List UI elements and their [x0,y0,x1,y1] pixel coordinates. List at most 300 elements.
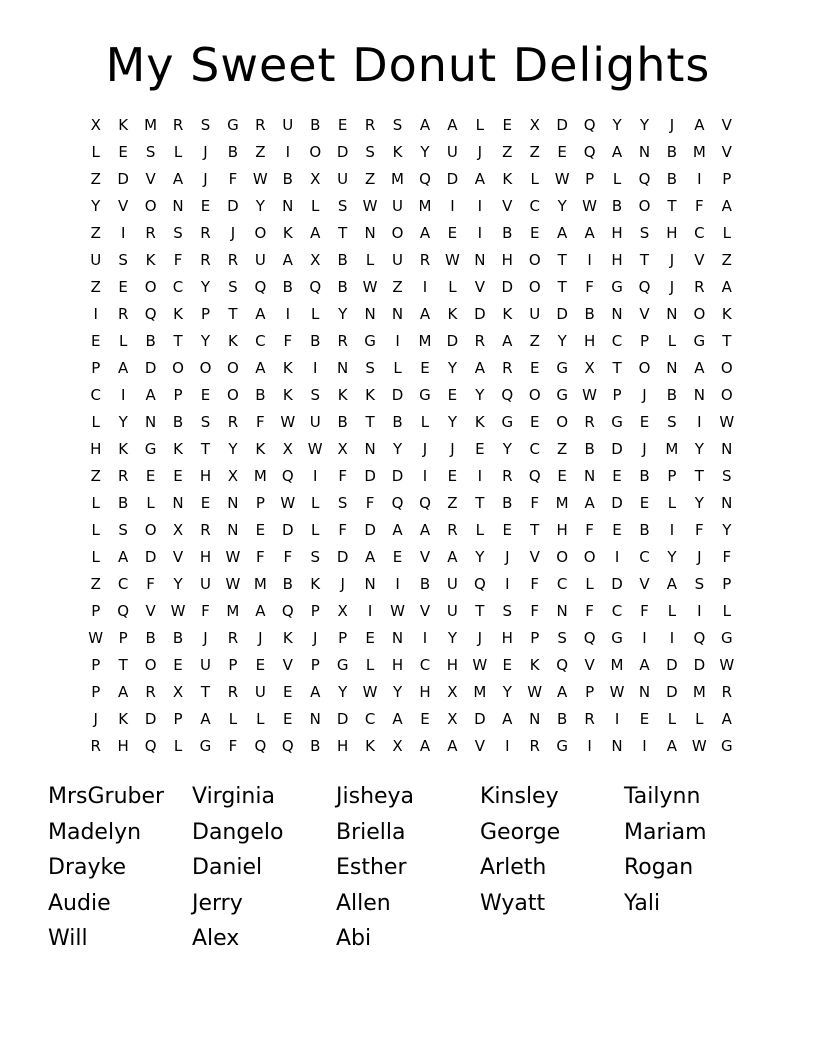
grid-letter: D [446,170,459,188]
grid-letter: V [721,143,732,161]
grid-letter: G [501,413,514,431]
grid-letter: A [310,683,321,701]
word-list-item: Madelyn [48,819,142,845]
grid-letter: W [719,656,735,674]
grid-letter: K [255,440,266,458]
grid-letter: F [722,548,732,566]
grid-letter: X [282,440,293,458]
grid-letter: Y [447,359,457,377]
grid-letter: J [203,170,208,188]
grid-letter: S [118,521,128,539]
grid-letter: Z [392,278,403,296]
word-list-item: Will [48,926,88,952]
grid-letter: U [529,305,541,323]
grid-letter: L [118,332,128,350]
grid-letter: G [227,116,239,134]
grid-letter: R [117,467,129,485]
grid-letter: N [391,305,404,323]
grid-letter: B [639,467,650,485]
grid-letter: E [502,521,513,539]
grid-row [82,733,742,760]
grid-letter: C [90,386,101,404]
grid-letter: R [227,683,239,701]
grid-letter: N [611,737,623,755]
grid-letter: D [666,656,678,674]
grid-letter: Z [90,170,101,188]
grid-letter: W [719,413,735,431]
grid-letter: S [337,494,348,512]
grid-letter: I [477,467,483,485]
grid-letter: Q [556,656,569,674]
grid-letter: N [282,197,294,215]
grid-letter: E [447,224,458,242]
grid-letter: A [282,251,293,269]
grid-letter: Y [338,305,348,323]
grid-letter: B [666,386,678,404]
word-list-item: Alex [192,926,240,952]
grid-letter: O [227,359,239,377]
grid-letter: D [391,386,404,404]
grid-letter: L [420,413,430,431]
grid-letter: U [446,602,458,620]
grid-letter: L [91,494,100,512]
grid-letter: P [585,170,595,188]
grid-letter: U [309,413,321,431]
grid-letter: H [199,467,212,485]
grid-letter: E [447,386,458,404]
grid-letter: L [667,332,677,350]
grid-letter: K [502,170,513,188]
grid-letter: B [337,413,348,431]
grid-letter: M [418,332,432,350]
grid-letter: N [337,359,349,377]
grid-letter: B [310,332,321,350]
grid-letter: Y [694,494,704,512]
grid-letter: I [395,575,400,593]
grid-letter: J [505,548,510,566]
grid-letter: E [392,548,403,566]
grid-letter: O [144,521,157,539]
grid-letter: P [91,656,101,674]
grid-letter: O [583,548,596,566]
grid-letter: J [93,710,98,728]
grid-letter: O [199,359,212,377]
grid-letter: R [117,305,129,323]
grid-letter: B [255,386,266,404]
grid-row [82,355,742,382]
grid-letter: K [118,116,129,134]
grid-letter: S [392,116,403,134]
grid-letter: I [614,548,620,566]
grid-letter: N [227,494,239,512]
grid-letter: B [502,224,513,242]
grid-letter: X [447,710,458,728]
grid-letter: A [419,305,431,323]
word-list-item: MrsGruber [48,784,165,810]
grid-letter: O [144,656,157,674]
grid-letter: C [172,278,184,296]
grid-letter: F [256,413,265,431]
grid-row [82,274,742,301]
grid-letter: P [200,305,210,323]
grid-letter: F [365,494,375,512]
grid-letter: L [146,494,155,512]
grid-letter: O [144,278,157,296]
grid-letter: D [336,143,349,161]
grid-letter: J [258,629,263,647]
grid-letter: Q [254,278,267,296]
grid-letter: A [474,359,485,377]
grid-letter: K [173,305,183,323]
grid-letter: V [502,197,513,215]
grid-letter: X [90,116,101,134]
grid-letter: N [364,440,376,458]
grid-letter: Y [475,548,485,566]
grid-letter: L [722,224,731,242]
word-list-item: Audie [48,890,111,916]
grid-letter: Z [529,332,540,350]
grid-row [82,679,742,706]
grid-letter: K [474,413,485,431]
grid-letter: R [584,710,595,728]
grid-letter: J [450,440,455,458]
grid-letter: A [255,305,266,323]
grid-letter: E [475,440,485,458]
grid-letter: L [228,710,238,728]
grid-letter: Z [90,575,101,593]
grid-letter: I [477,197,483,215]
grid-letter: X [392,737,403,755]
grid-letter: I [669,629,675,647]
grid-letter: U [446,575,458,593]
grid-letter: E [173,656,183,674]
grid-letter: I [422,278,428,296]
grid-letter: S [722,467,732,485]
grid-letter: G [199,737,212,755]
grid-letter: Q [144,305,157,323]
grid-letter: A [474,170,485,188]
grid-letter: L [475,521,485,539]
grid-letter: F [283,548,293,566]
grid-letter: E [612,467,622,485]
grid-letter: T [118,656,128,674]
grid-letter: Q [583,629,596,647]
grid-letter: V [639,575,650,593]
grid-letter: Z [90,224,101,242]
grid-letter: O [638,359,651,377]
grid-letter: J [669,251,675,269]
grid-letter: I [642,737,647,755]
grid-letter: J [477,143,483,161]
grid-letter: C [529,197,540,215]
grid-letter: N [583,467,596,485]
grid-letter: U [254,251,266,269]
grid-row [82,625,742,652]
grid-letter: R [364,116,376,134]
word-list-item: George [480,819,561,845]
grid-letter: P [91,359,101,377]
grid-letter: Y [612,116,622,134]
grid-row [82,328,742,355]
grid-letter: Q [281,467,294,485]
grid-letter: P [585,683,595,701]
grid-letter: R [337,332,348,350]
grid-letter: Q [638,170,651,188]
grid-letter: Y [557,197,567,215]
grid-letter: D [446,332,459,350]
grid-letter: Q [391,494,404,512]
grid-letter: N [144,413,157,431]
grid-letter: B [666,170,678,188]
grid-letter: S [310,386,320,404]
grid-letter: H [117,737,129,755]
grid-row [82,490,742,517]
grid-letter: S [365,359,375,377]
grid-letter: L [311,494,320,512]
grid-letter: S [694,575,705,593]
word-list-item: Allen [336,890,391,916]
grid-letter: R [255,116,266,134]
grid-letter: B [227,143,239,161]
grid-letter: L [173,143,183,161]
grid-letter: P [310,602,320,620]
grid-letter: F [585,521,594,539]
grid-letter: H [90,440,102,458]
grid-row [82,166,742,193]
grid-letter: Z [255,143,266,161]
grid-letter: T [173,332,183,350]
grid-letter: X [337,602,348,620]
grid-letter: Q [583,143,596,161]
grid-letter: I [697,602,702,620]
grid-letter: C [255,332,266,350]
grid-letter: G [336,656,349,674]
grid-letter: Q [638,278,651,296]
grid-letter: W [225,548,241,566]
grid-letter: L [311,305,320,323]
grid-letter: W [88,629,104,647]
grid-letter: O [693,305,706,323]
grid-letter: H [419,683,431,701]
grid-letter: D [144,710,157,728]
grid-letter: L [256,710,265,728]
grid-letter: H [446,656,459,674]
grid-letter: A [447,737,458,755]
grid-letter: M [253,575,267,593]
grid-letter: P [667,467,677,485]
grid-letter: A [310,224,321,242]
grid-letter: V [474,737,485,755]
grid-letter: A [611,143,623,161]
grid-letter: Y [694,440,704,458]
grid-letter: B [584,305,595,323]
grid-letter: F [338,521,347,539]
grid-letter: F [228,737,238,755]
grid-letter: F [146,575,155,593]
grid-letter: B [282,278,293,296]
grid-letter: T [639,251,650,269]
grid-letter: E [118,278,128,296]
word-list-item: Arleth [480,855,547,881]
grid-letter: N [172,494,184,512]
grid-letter: N [172,197,184,215]
grid-letter: L [475,116,485,134]
grid-letter: G [144,440,157,458]
grid-letter: A [255,602,266,620]
grid-letter: M [253,467,267,485]
grid-row [82,139,742,166]
grid-letter: Y [502,683,512,701]
grid-letter: O [720,359,733,377]
grid-letter: K [118,710,129,728]
grid-letter: E [283,710,293,728]
grid-letter: R [721,683,732,701]
grid-letter: L [722,602,731,620]
grid-letter: T [667,197,677,215]
grid-letter: Y [447,413,457,431]
grid-letter: P [639,332,649,350]
grid-letter: X [172,683,184,701]
grid-letter: N [638,143,651,161]
grid-letter: F [201,602,210,620]
grid-letter: Y [722,521,732,539]
grid-letter: Z [90,467,101,485]
grid-letter: I [313,467,318,485]
grid-row [82,409,742,436]
grid-letter: I [367,602,373,620]
grid-letter: L [448,278,457,296]
grid-letter: Y [502,440,512,458]
grid-letter: U [446,143,458,161]
grid-letter: H [583,332,596,350]
grid-letter: M [391,170,404,188]
grid-row [82,220,742,247]
grid-letter: V [145,170,156,188]
grid-letter: Y [475,386,485,404]
grid-letter: Q [473,575,486,593]
grid-letter: D [693,656,706,674]
grid-letter: K [282,224,293,242]
grid-letter: M [665,440,679,458]
grid-letter: Z [364,170,376,188]
grid-letter: I [285,305,290,323]
grid-letter: J [203,143,208,161]
grid-letter: J [669,116,675,134]
grid-letter: N [364,575,376,593]
grid-letter: S [337,197,348,215]
grid-letter: I [505,737,510,755]
grid-letter: M [692,683,706,701]
grid-letter: M [418,197,432,215]
word-list-item: Daniel [192,855,263,881]
grid-letter: R [529,737,540,755]
grid-letter: I [505,575,510,593]
grid-letter: H [501,251,513,269]
grid-letter: A [255,359,266,377]
grid-letter: O [309,143,322,161]
grid-letter: E [283,683,293,701]
grid-letter: L [311,197,320,215]
grid-letter: N [364,305,376,323]
grid-letter: R [227,413,239,431]
grid-letter: M [226,602,240,620]
grid-letter: B [666,143,678,161]
page-title: My Sweet Donut Delights [105,38,711,92]
grid-letter: N [721,494,733,512]
grid-letter: X [227,467,239,485]
grid-row [82,598,742,625]
grid-letter: J [340,575,345,593]
grid-row [82,247,742,274]
grid-letter: C [611,602,623,620]
grid-letter: R [172,116,184,134]
grid-letter: Z [90,278,101,296]
grid-letter: Y [228,440,238,458]
grid-letter: Q [117,602,130,620]
word-list-item: Drayke [48,855,126,881]
grid-letter: A [392,710,403,728]
grid-letter: I [477,224,483,242]
grid-letter: R [474,332,486,350]
grid-letter: Q [281,602,294,620]
grid-letter: F [530,575,540,593]
grid-letter: T [694,467,704,485]
grid-letter: P [612,386,622,404]
grid-letter: B [310,116,321,134]
grid-letter: L [91,413,100,431]
grid-letter: P [228,656,238,674]
grid-letter: K [365,386,376,404]
grid-letter: Y [447,629,457,647]
grid-letter: A [392,521,403,539]
grid-letter: W [691,737,707,755]
grid-letter: A [694,116,705,134]
grid-letter: G [556,359,568,377]
grid-letter: G [720,629,733,647]
grid-letter: E [255,656,266,674]
grid-letter: W [582,197,598,215]
grid-letter: W [362,197,378,215]
grid-letter: J [669,278,675,296]
grid-letter: B [419,575,431,593]
grid-row [82,706,742,733]
grid-letter: E [529,359,540,377]
grid-letter: F [173,251,183,269]
grid-letter: E [502,656,513,674]
grid-letter: L [91,521,100,539]
grid-letter: F [640,602,649,620]
grid-letter: Q [419,170,431,188]
grid-letter: I [697,413,702,431]
grid-letter: Y [557,332,567,350]
grid-letter: J [203,629,208,647]
grid-letter: V [529,548,540,566]
grid-letter: F [283,332,293,350]
grid-letter: N [364,224,376,242]
grid-letter: F [585,602,594,620]
grid-letter: D [556,305,568,323]
grid-letter: W [225,575,241,593]
grid-letter: K [337,386,348,404]
grid-letter: O [556,413,569,431]
grid-letter: E [145,467,156,485]
grid-letter: T [612,359,622,377]
grid-letter: G [556,386,568,404]
grid-letter: A [172,170,184,188]
grid-letter: P [338,629,348,647]
word-list-item: Kinsley [480,784,559,810]
grid-letter: K [502,305,513,323]
